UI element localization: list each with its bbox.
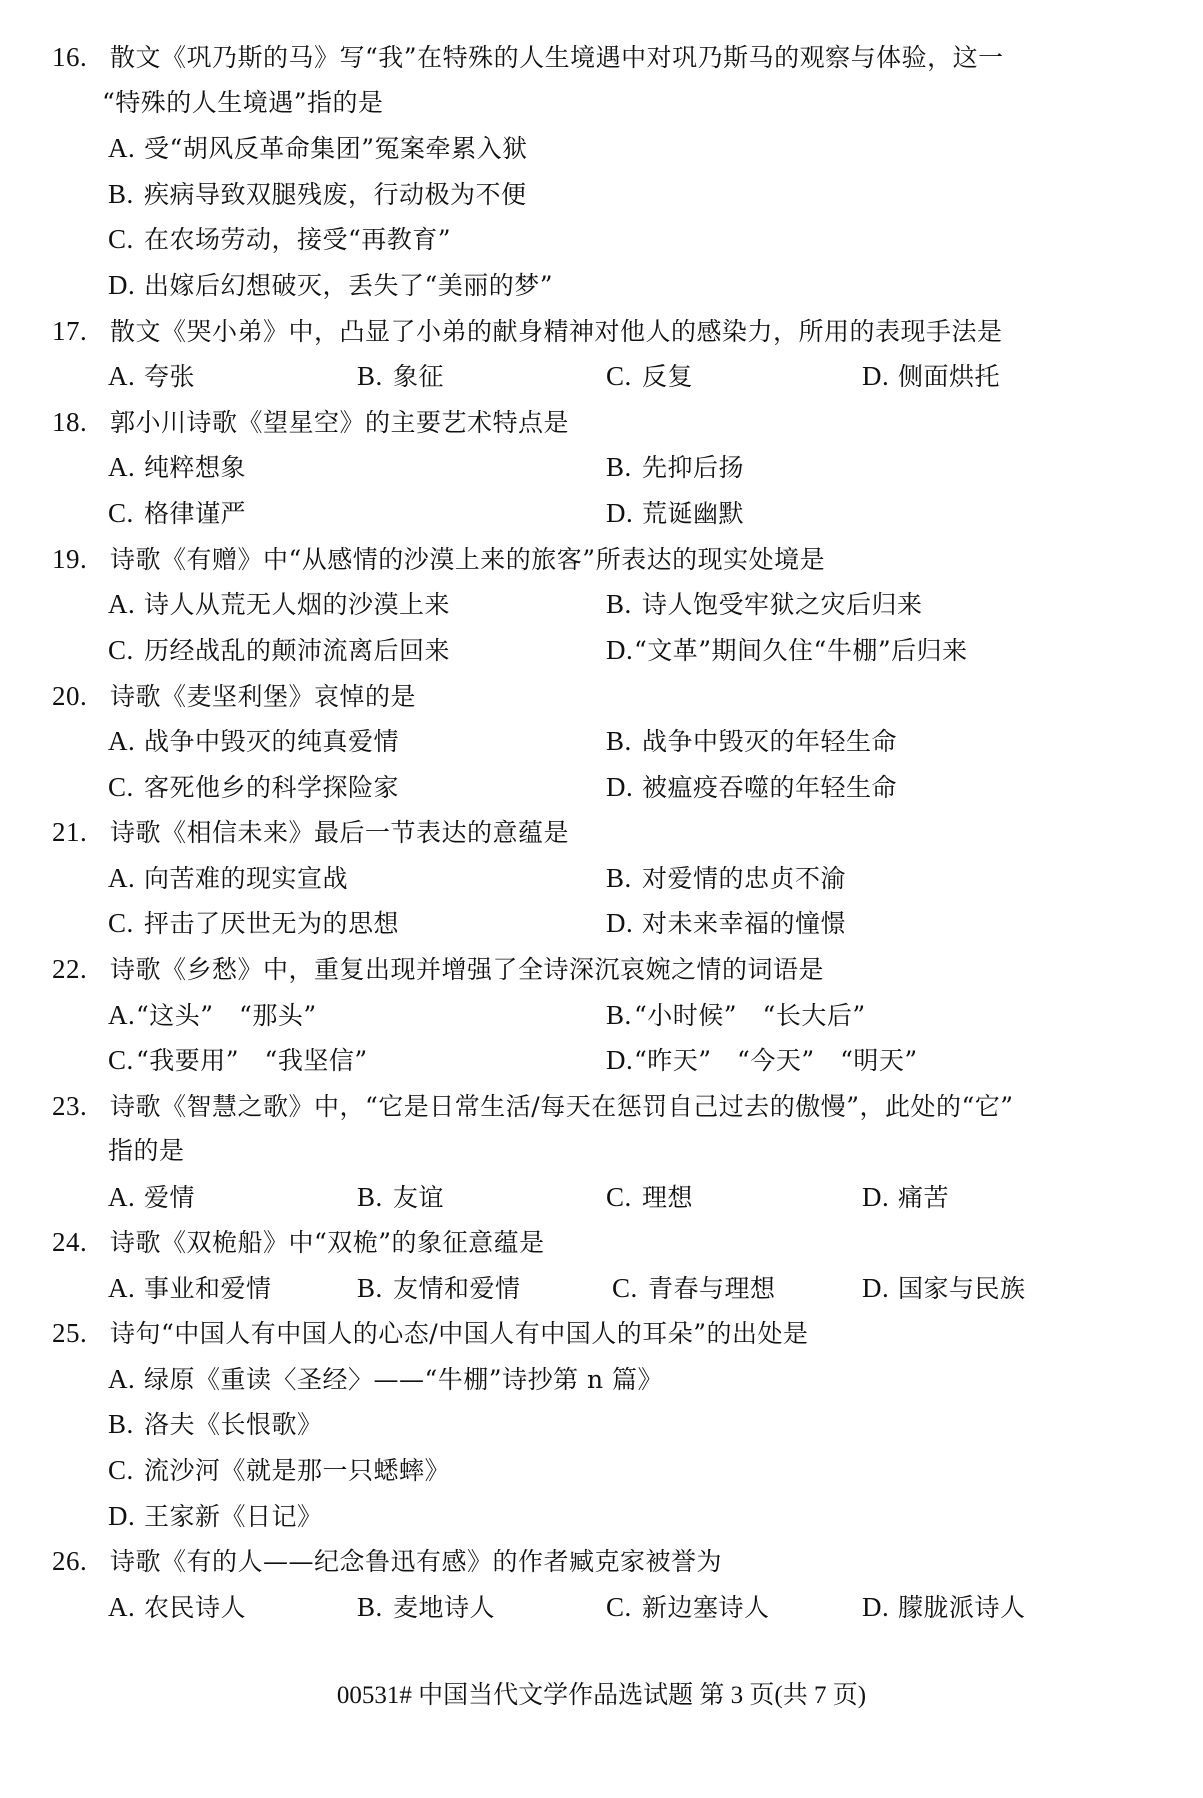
option-label: D.: [606, 498, 634, 528]
option-label: D.: [606, 1045, 634, 1075]
option-label: C.: [108, 635, 134, 665]
option-a: [108, 125, 528, 171]
option-c: [108, 1037, 368, 1083]
question-23-stem: [52, 1083, 1014, 1129]
option-label: A.: [108, 1273, 136, 1303]
option-label: B.: [606, 863, 632, 893]
option-label: A.: [108, 863, 136, 893]
question-text: 诗歌《相信未来》最后一节表达的意蕴是: [110, 818, 570, 847]
option-c: [612, 1265, 776, 1311]
option-label: C.: [606, 1592, 632, 1622]
option-text: 农民诗人: [144, 1593, 247, 1622]
option-label: D.: [862, 1592, 890, 1622]
option-d: [862, 1584, 1026, 1630]
option-a: [108, 581, 450, 627]
option-label: A.: [108, 133, 136, 163]
option-label: A.: [108, 1182, 136, 1212]
option-label: B.: [606, 1000, 632, 1030]
question-26-stem: [52, 1538, 722, 1584]
option-a: [108, 444, 246, 490]
option-label: D.: [606, 908, 634, 938]
question-24-stem: [52, 1219, 545, 1265]
option-text: 事业和爱情: [144, 1274, 272, 1303]
question-text: 诗歌《有的人——纪念鲁迅有感》的作者臧克家被誉为: [110, 1547, 723, 1576]
option-text: 夸张: [144, 362, 196, 391]
option-c: [108, 764, 399, 810]
option-text: 痛苦: [898, 1183, 950, 1212]
option-label: A.: [108, 361, 136, 391]
option-d: [606, 627, 968, 673]
option-c: [108, 627, 450, 673]
option-c: [606, 1584, 770, 1630]
question-text: 诗歌《麦坚利堡》哀悼的是: [110, 682, 417, 711]
option-text: 被瘟疫吞噬的年轻生命: [642, 773, 898, 802]
question-number: 19.: [52, 544, 88, 574]
question-number: 21.: [52, 817, 88, 847]
option-text: 出嫁后幻想破灭，丢失了“美丽的梦”: [144, 271, 554, 300]
option-label: B.: [357, 1273, 383, 1303]
option-a: [108, 1356, 663, 1402]
question-text: 郭小川诗歌《望星空》的主要艺术特点是: [110, 408, 570, 437]
question-text: 诗歌《智慧之歌》中，“它是日常生活/每天在惩罚自己过去的傲慢”，此处的“它”: [110, 1092, 1014, 1121]
question-16-stem-cont: [102, 80, 384, 126]
option-text: 诗人饱受牢狱之灾后归来: [642, 590, 923, 619]
question-number: 24.: [52, 1227, 88, 1257]
question-text: 诗歌《乡愁》中，重复出现并增强了全诗深沉哀婉之情的词语是: [110, 955, 825, 984]
option-label: A.: [108, 1592, 136, 1622]
option-label: D.: [108, 270, 136, 300]
option-b: [357, 1174, 444, 1220]
page-footer: [0, 1676, 1203, 1716]
option-a: [108, 855, 348, 901]
option-label: D.: [606, 635, 634, 665]
option-text: 先抑后扬: [642, 453, 745, 482]
option-label: D.: [862, 1182, 890, 1212]
option-text: 青春与理想: [648, 1274, 776, 1303]
option-d: [862, 1174, 949, 1220]
option-label: C.: [108, 1455, 134, 1485]
option-c: [606, 1174, 693, 1220]
question-text: 散文《哭小弟》中，凸显了小弟的献身精神对他人的感染力，所用的表现手法是: [110, 317, 1003, 346]
option-a: [108, 1174, 195, 1220]
option-label: A.: [108, 1364, 136, 1394]
question-text: “特殊的人生境遇”指的是: [102, 88, 384, 117]
option-c: [108, 216, 451, 262]
option-label: A.: [108, 452, 136, 482]
option-text: 侧面烘托: [898, 362, 1001, 391]
option-text: 绿原《重读〈圣经〉——“牛棚”诗抄第 n 篇》: [144, 1365, 664, 1394]
option-text: “文革”期间久住“牛棚”后归来: [634, 636, 968, 665]
question-25-stem: [52, 1310, 809, 1356]
option-text: 受“胡风反革命集团”冤案牵累入狱: [144, 134, 528, 163]
question-number: 25.: [52, 1318, 88, 1348]
option-text: 对爱情的忠贞不渝: [642, 864, 847, 893]
option-label: A.: [108, 726, 136, 756]
question-23-stem-cont: [108, 1128, 185, 1174]
option-label: B.: [606, 452, 632, 482]
question-text: 诗句“中国人有中国人的心态/中国人有中国人的耳朵”的出处是: [110, 1319, 809, 1348]
option-label: B.: [606, 726, 632, 756]
option-label: B.: [108, 1409, 134, 1439]
option-d: [606, 1037, 918, 1083]
option-d: [108, 262, 553, 308]
option-b: [357, 1584, 495, 1630]
option-b: [606, 718, 897, 764]
option-label: D.: [108, 1501, 136, 1531]
option-text: 流沙河《就是那一只蟋蟀》: [144, 1456, 451, 1485]
question-18-stem: [52, 399, 569, 445]
option-text: 新边塞诗人: [642, 1593, 770, 1622]
question-21-stem: [52, 809, 569, 855]
option-text: 爱情: [144, 1183, 196, 1212]
option-label: B.: [357, 1182, 383, 1212]
option-label: C.: [108, 498, 134, 528]
option-d: [862, 353, 1000, 399]
option-label: B.: [108, 179, 134, 209]
option-a: [108, 1584, 246, 1630]
option-text: 理想: [642, 1183, 694, 1212]
option-b: [606, 992, 866, 1038]
option-b: [606, 855, 846, 901]
option-text: 王家新《日记》: [144, 1502, 323, 1531]
option-c: [108, 900, 399, 946]
option-text: 象征: [393, 362, 445, 391]
option-text: “我要用” “我坚信”: [136, 1046, 368, 1075]
option-label: C.: [108, 908, 134, 938]
option-label: B.: [357, 1592, 383, 1622]
option-b: [357, 353, 444, 399]
question-20-stem: [52, 673, 416, 719]
question-17-stem: [52, 308, 1003, 354]
option-b: [606, 444, 744, 490]
option-label: C.: [108, 224, 134, 254]
option-label: D.: [862, 361, 890, 391]
option-text: 友情和爱情: [393, 1274, 521, 1303]
option-a: [108, 1265, 272, 1311]
option-d: [606, 764, 897, 810]
option-label: B.: [357, 361, 383, 391]
option-text: 诗人从荒无人烟的沙漠上来: [144, 590, 451, 619]
option-d: [108, 1493, 323, 1539]
question-19-stem: [52, 536, 825, 582]
question-text: 诗歌《双桅船》中“双桅”的象征意蕴是: [110, 1228, 545, 1257]
question-number: 23.: [52, 1091, 88, 1121]
option-text: 战争中毁灭的年轻生命: [642, 727, 898, 756]
option-label: C.: [108, 1045, 134, 1075]
option-text: 对未来幸福的憧憬: [642, 909, 847, 938]
option-text: 纯粹想象: [144, 453, 247, 482]
option-label: C.: [108, 772, 134, 802]
option-text: 在农场劳动，接受“再教育”: [144, 225, 452, 254]
option-text: 国家与民族: [898, 1274, 1026, 1303]
question-number: 17.: [52, 316, 88, 346]
option-d: [606, 490, 744, 536]
question-text: 诗歌《有赠》中“从感情的沙漠上来的旅客”所表达的现实处境是: [110, 545, 826, 574]
option-label: C.: [612, 1273, 638, 1303]
question-16-stem: [52, 34, 1004, 80]
option-text: 麦地诗人: [393, 1593, 496, 1622]
option-b: [357, 1265, 521, 1311]
footer-text: 00531# 中国当代文学作品选试题 第 3 页(共 7 页): [336, 1682, 867, 1709]
option-label: A.: [108, 1000, 136, 1030]
option-b: [606, 581, 923, 627]
option-text: 向苦难的现实宣战: [144, 864, 349, 893]
option-label: A.: [108, 589, 136, 619]
option-label: C.: [606, 361, 632, 391]
option-text: “昨天” “今天” “明天”: [634, 1046, 918, 1075]
option-text: 战争中毁灭的纯真爱情: [144, 727, 400, 756]
option-c: [108, 1447, 450, 1493]
question-number: 22.: [52, 954, 88, 984]
option-a: [108, 353, 195, 399]
option-d: [606, 900, 846, 946]
option-text: 洛夫《长恨歌》: [144, 1410, 323, 1439]
question-text: 散文《巩乃斯的马》写“我”在特殊的人生境遇中对巩乃斯马的观察与体验，这一: [110, 43, 1004, 72]
option-a: [108, 718, 399, 764]
question-number: 20.: [52, 681, 88, 711]
option-text: 抨击了厌世无为的思想: [144, 909, 400, 938]
option-c: [108, 490, 246, 536]
option-text: 客死他乡的科学探险家: [144, 773, 400, 802]
option-c: [606, 353, 693, 399]
option-label: D.: [862, 1273, 890, 1303]
option-text: “小时候” “长大后”: [634, 1001, 866, 1030]
option-text: 友谊: [393, 1183, 445, 1212]
option-label: B.: [606, 589, 632, 619]
option-label: D.: [606, 772, 634, 802]
question-number: 18.: [52, 407, 88, 437]
question-text: 指的是: [108, 1136, 185, 1165]
option-text: 反复: [642, 362, 694, 391]
option-text: 格律谨严: [144, 499, 247, 528]
option-text: 朦胧派诗人: [898, 1593, 1026, 1622]
option-text: 疾病导致双腿残废，行动极为不便: [144, 180, 527, 209]
option-text: 历经战乱的颠沛流离后回来: [144, 636, 451, 665]
question-22-stem: [52, 946, 824, 992]
question-number: 26.: [52, 1546, 88, 1576]
option-label: C.: [606, 1182, 632, 1212]
option-a: [108, 992, 317, 1038]
option-d: [862, 1265, 1026, 1311]
question-number: 16.: [52, 42, 88, 72]
option-text: “这头” “那头”: [136, 1001, 317, 1030]
option-b: [108, 1401, 323, 1447]
option-b: [108, 171, 527, 217]
option-text: 荒诞幽默: [642, 499, 745, 528]
